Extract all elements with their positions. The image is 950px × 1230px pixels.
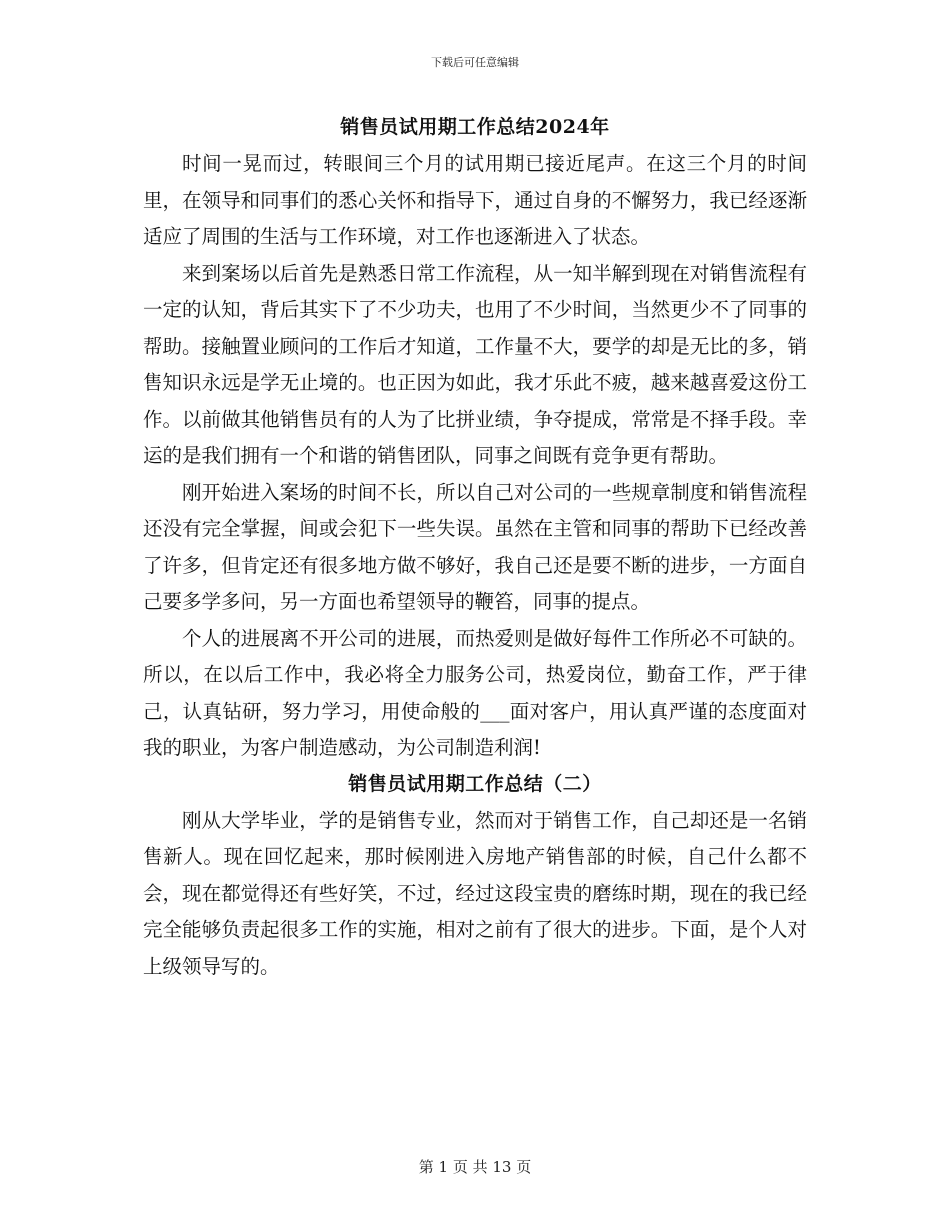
paragraph-1: 时间一晃而过，转眼间三个月的试用期已接近尾声。在这三个月的时间里，在领导和同事们的悉心关怀和指导下，通过自身的不懈努力，我已经逐渐适应了周围的生活与工作环境，对工作也逐渐进入了状态。 (143, 152, 807, 248)
page-footer: 第 1 页 共 13 页 (418, 1158, 532, 1176)
header-note: 下载后可任意编辑 (431, 56, 519, 69)
section-title: 销售员试用期工作总结（二） (348, 772, 602, 795)
paragraph-3: 刚开始进入案场的时间不长，所以自己对公司的一些规章制度和销售流程还没有完全掌握，间或会犯下一些失误。虽然在主管和同事的帮助下已经改善了许多，但肯定还有很多地方做不够好，我自己还是要不断的进步，一方面自己要多学多问，另一方面也希望领导的鞭笞，同事的提点。 (143, 480, 807, 613)
document-body (143, 112, 807, 985)
paragraph-5: 刚从大学毕业，学的是销售专业，然而对于销售工作，自己却还是一名销售新人。现在回忆起来，那时候刚进入房地产销售部的时候，自己什么都不会，现在都觉得还有些好笑，不过，经过这段宝贵的磨练时期，现在的我已经完全能够负责起很多工作的实施，相对之前有了很大的进步。下面，是个人对上级领导写的。 (143, 808, 807, 978)
paragraph-4: 个人的进展离不开公司的进展，而热爱则是做好每件工作所必不可缺的。所以，在以后工作中，我必将全力服务公司，热爱岗位，勤奋工作，严于律己，认真钻研，努力学习，用使命般的___面对客户，用认真严谨的态度面对我的职业，为客户制造感动，为公司制造利润! (143, 626, 807, 759)
paragraph-2: 来到案场以后首先是熟悉日常工作流程，从一知半解到现在对销售流程有一定的认知，背后其实下了不少功夫，也用了不少时间，当然更少不了同事的帮助。接触置业顾问的工作后才知道，工作量不大，要学的却是无比的多，销售知识永远是学无止境的。也正因为如此，我才乐此不疲，越来越喜爱这份工作。以前做其他销售员有的人为了比拼业绩，争夺提成，常常是不择手段。幸运的是我们拥有一个和谐的销售团队，同事之间既有竞争更有帮助。 (143, 261, 807, 467)
document-title: 销售员试用期工作总结2024年 (340, 116, 610, 138)
